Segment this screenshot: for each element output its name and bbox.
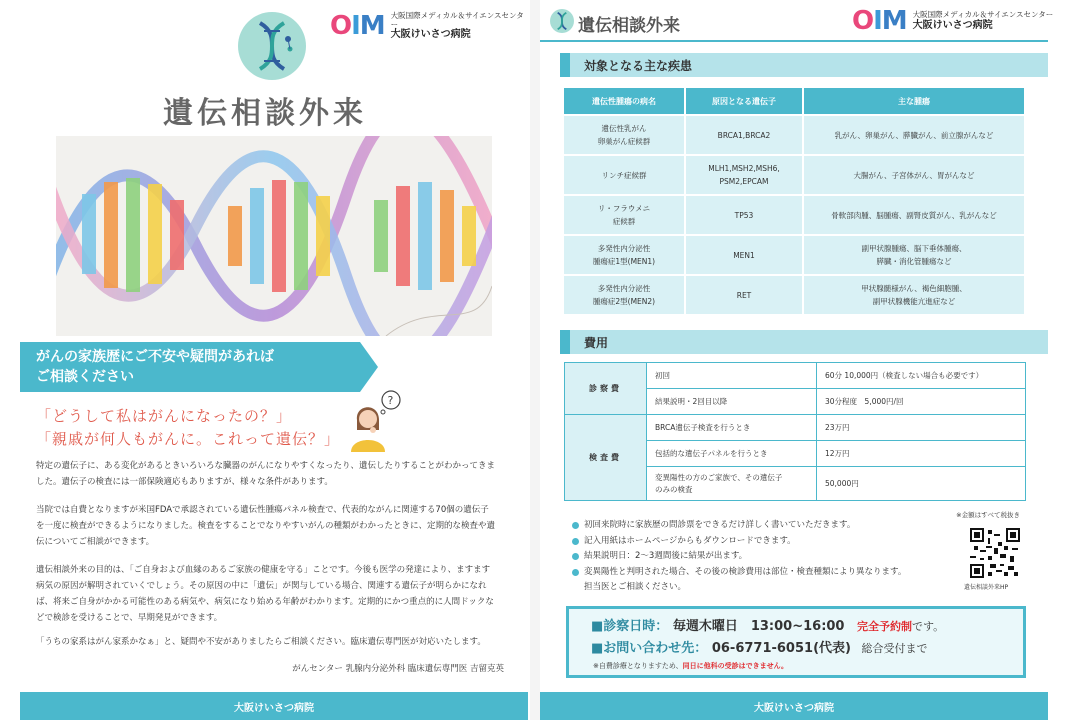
qr-code[interactable] [970, 528, 1020, 578]
fee-description: 初回 [647, 363, 817, 389]
self-pay-note-prefix: ※自費診療となりますため、 [593, 662, 683, 670]
svg-text:?: ? [387, 394, 394, 407]
tumor-list: 膵臓・消化管腫瘍など [876, 257, 952, 266]
footer-bar: 大阪けいさつ病院 [20, 692, 528, 720]
consult-time-line [591, 615, 944, 634]
fee-description: BRCA遺伝子検査を行うとき [647, 415, 817, 441]
notes-list [572, 518, 962, 596]
disease-name: 症候群 [612, 217, 636, 226]
header-rule [540, 40, 1048, 42]
gene-name: MLH1,MSH2,MSH6, [708, 164, 780, 173]
reservation-suffix: です。 [912, 620, 945, 633]
left-page [0, 0, 530, 720]
list-item: 担当医とご相談ください。 [584, 582, 687, 592]
dna-model-photo [56, 136, 492, 336]
oim-logo: OIM 大阪国際メディカル＆サイエンスセンター 大阪けいさつ病院 [330, 12, 530, 41]
list-item: 結果説明日：2～3週間後に結果が出ます。 [572, 549, 962, 565]
table-row [564, 196, 1024, 234]
gene-name: TP53 [734, 210, 754, 220]
fee-price: 12万円 [817, 441, 1026, 467]
tax-note: ※金額はすべて税抜き [956, 511, 1020, 519]
tumor-list: 副甲状腺機能亢進症など [872, 297, 956, 306]
table-row [564, 156, 1024, 194]
fee-price: 50,000円 [817, 467, 1026, 501]
doctor-signature: がんセンター 乳腺内分泌外科 臨床遺伝専門医 吉留克英 [292, 664, 504, 674]
fee-description-line: のみの検査 [655, 484, 693, 494]
table-row [564, 116, 1024, 154]
table-header: 主な腫瘍 [804, 88, 1024, 114]
body-paragraph-2: 当院では自費となりますが米国FDAで承認されている遺伝性腫瘍パネル検査で、代表的ながんに関連する70個の遺伝子を一度に検査ができるようになりました。検査をすることでなりやすいがんの種類がわかったときに、定期的な検査や遺伝についてご相談ができます。 [36, 505, 496, 547]
reservation-note: 完全予約制 [857, 620, 913, 633]
diseases-section-heading [560, 53, 1048, 77]
fee-description-line: 変異陽性の方のご家族で、その遺伝子 [655, 472, 783, 482]
fees-section-heading [560, 330, 1048, 354]
table-row [565, 415, 1026, 441]
logo-org-line: 大阪国際メディカル＆サイエンスセンター [390, 11, 524, 29]
dna-icon [550, 9, 574, 33]
logo-hospital-name: 大阪けいさつ病院 [390, 29, 471, 41]
tumor-list: 骨軟部肉腫、脳腫瘍、副腎皮質がん、乳がんなど [831, 210, 997, 220]
thinking-woman-illustration [345, 390, 405, 452]
logo-hospital-name: 大阪けいさつ病院 [912, 19, 993, 31]
disease-name: 遺伝性乳がん [601, 124, 647, 133]
contact-label: ■お問い合わせ先： [591, 641, 708, 656]
fee-description: 包括的な遺伝子パネルを行うとき [647, 441, 817, 467]
body-paragraph-3: 遺伝相談外来の目的は、「ご自身および血縁のあるご家族の健康を守る」ことです。今後も医学の発達により、ますます病気の原因が解明されていくでしょう。その原因の中に「遺伝」が関与している場合、関連する遺伝子が明らかになれば、将来ご自身がかかる可能性のある病気や、病気になり始める年齢がわかります。定期的にかつ重点的に人間ドックなどで検診を受けることで、早期発見ができます。 [36, 565, 494, 623]
self-pay-note [593, 661, 788, 671]
info-box [566, 606, 1026, 678]
disease-name: リンチ症候群 [601, 170, 647, 180]
banner-line-1: がんの家族歴にご不安や疑問があれば [36, 349, 274, 365]
fee-price: 23万円 [817, 415, 1026, 441]
contact-line [591, 637, 928, 656]
fee-price: 60分 10,000円（検査しない場合も必要です） [817, 363, 1026, 389]
fee-price: 30分程度 5,000円/回 [817, 389, 1026, 415]
self-pay-note-warning: 同日に他科の受診はできません。 [682, 662, 789, 670]
quote-1: 「どうして私はがんになったの？」 [36, 407, 293, 425]
page-title: 遺伝相談外来 [163, 96, 367, 131]
disease-name: リ・フラウメニ [597, 204, 651, 213]
header-title: 遺伝相談外来 [578, 16, 680, 36]
exam-fee-label: 検査費 [565, 415, 647, 501]
consult-time-value: 毎週木曜日 13:00~16:00 [672, 619, 845, 634]
tumor-list: 副甲状腺腫瘍、脳下垂体腫瘍、 [861, 244, 967, 253]
fees-heading-text: 費用 [584, 336, 609, 350]
banner-line-2: ご相談ください [36, 369, 134, 385]
body-paragraph-4: 「うちの家系はがん家系かなぁ」と、疑問や不安がありましたらご相談ください。臨床遺伝専門医が対応いたします。 [36, 637, 486, 647]
disease-name: 腫瘍症1型(MEN1) [592, 257, 656, 266]
table-row [564, 276, 1024, 314]
contact-suffix: 総合受付まで [861, 642, 928, 655]
diseases-heading-text: 対象となる主な疾患 [584, 59, 693, 73]
consult-time-label: ■診察日時： [591, 619, 669, 634]
tumor-list: 甲状腺髄様がん、褐色細胞腫、 [861, 284, 967, 293]
disease-name: 多発性内分泌性 [597, 284, 651, 293]
qr-label: 遺伝相談外来HP [964, 584, 1009, 591]
list-item: 初回来院時に家族歴の問診票をできるだけ詳しく書いていただきます。 [572, 518, 962, 534]
right-page [540, 0, 1080, 720]
disease-name: 卵巣がん症候群 [597, 137, 651, 146]
gene-name: RET [736, 290, 752, 300]
table-row [564, 236, 1024, 274]
page-gap [530, 0, 540, 720]
disease-name: 多発性内分泌性 [597, 244, 651, 253]
list-item: 記入用紙はホームページからもダウンロードできます。 [572, 534, 962, 550]
quote-2: 「親戚が何人もがんに。これって遺伝？」 [36, 430, 341, 448]
tumor-list: 乳がん、卵巣がん、膵臓がん、前立腺がんなど [834, 130, 994, 140]
table-header: 遺伝性腫瘍の病名 [564, 88, 684, 114]
contact-phone[interactable]: 06-6771-6051(代表) [711, 641, 851, 656]
gene-name: PSM2,EPCAM [719, 177, 769, 186]
diseases-table [562, 86, 1026, 316]
footer-bar: 大阪けいさつ病院 [540, 692, 1048, 720]
fee-description: 結果説明・2回目以降 [647, 389, 817, 415]
tumor-list: 大腸がん、子宮体がん、胃がんなど [853, 170, 975, 180]
logo-org-line: 大阪国際メディカル＆サイエンスセンター [912, 9, 1054, 19]
fee-description [647, 467, 817, 501]
body-paragraph-1: 特定の遺伝子に、ある変化があるときいろいろな臓器のがんになりやすくなったり、遺伝したりすることがわかってきました。遺伝子の検査には一部保険適応もありますが、様々な条件があります。 [36, 461, 496, 487]
fees-table [564, 362, 1026, 501]
table-row [565, 363, 1026, 389]
list-item: 変異陽性と判明された場合、その後の検診費用は部位・検査種類により異なります。 [572, 565, 962, 581]
dna-icon [238, 12, 306, 80]
gene-name: MEN1 [733, 250, 755, 260]
consult-fee-label: 診察費 [565, 363, 647, 415]
family-history-banner [20, 342, 360, 392]
table-header: 原因となる遺伝子 [686, 88, 802, 114]
oim-logo: OIM 大阪国際メディカル＆サイエンスセンター 大阪けいさつ病院 [852, 6, 1054, 36]
disease-name: 腫瘍症2型(MEN2) [592, 297, 656, 306]
gene-name: BRCA1,BRCA2 [717, 130, 771, 140]
